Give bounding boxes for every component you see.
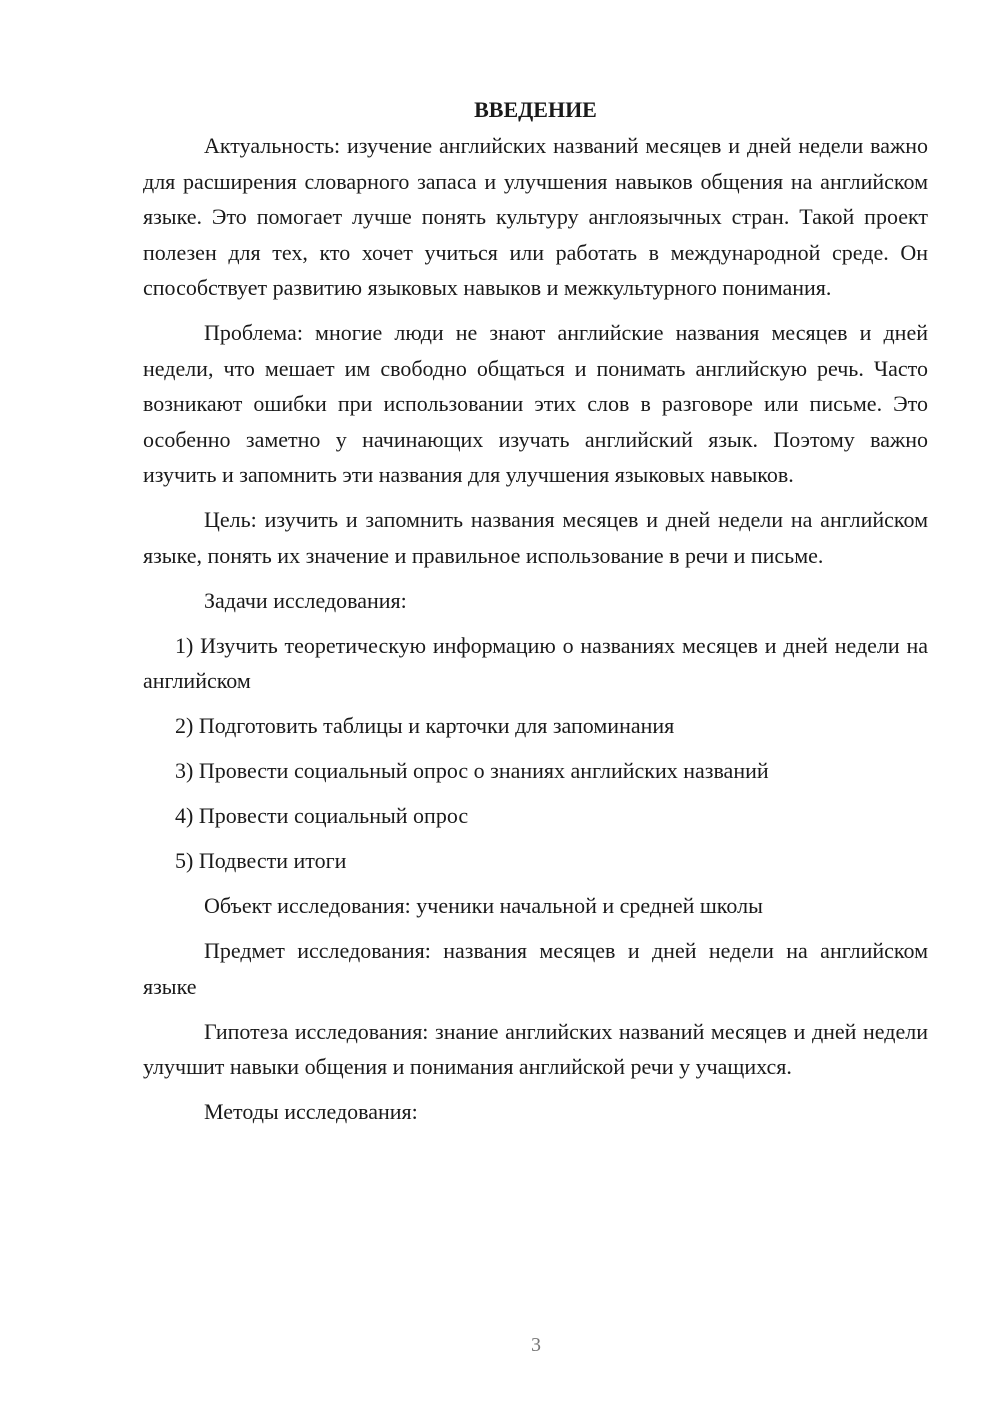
tasks-list <box>143 628 928 879</box>
section-heading: ВВЕДЕНИЕ <box>474 97 597 122</box>
page-number: 3 <box>531 1334 541 1356</box>
task-item-4: 4) Провести социальный опрос <box>175 803 469 828</box>
task-item-3: 3) Провести социальный опрос о знаниях английских названий <box>175 758 769 783</box>
goal-paragraph: Цель: изучить и запомнить названия месяцев и дней недели на английском языке, понять их значение и правильное использование в речи и письме. <box>143 507 928 568</box>
document-body <box>143 92 928 1139</box>
task-item-5: 5) Подвести итоги <box>175 848 347 873</box>
task-item-1: 1) Изучить теоретическую информацию о названиях месяцев и дней недели на английском <box>143 632 928 693</box>
tasks-title: Задачи исследования: <box>204 587 407 613</box>
problem-paragraph: Проблема: многие люди не знают английские названия месяцев и дней недели, что мешает им свободно общаться и понимать английскую речь. Часто возникают ошибки при использовании этих слов в разговоре или письме. Это особенно заметно у начинающих изучать английский язык. Поэтому важно изучить и запомнить эти названия для улучшения языковых навыков. <box>143 320 928 487</box>
methods-title: Методы исследования: <box>204 1099 418 1124</box>
subject-paragraph: Предмет исследования: названия месяцев и дней недели на английском языке <box>143 938 928 999</box>
object-paragraph: Объект исследования: ученики начальной и средней школы <box>204 893 763 918</box>
task-item-2: 2) Подготовить таблицы и карточки для запоминания <box>175 713 675 738</box>
hypothesis-paragraph: Гипотеза исследования: знание английских названий месяцев и дней недели улучшит навыки общения и понимания английской речи у учащихся. <box>143 1018 928 1079</box>
relevance-paragraph: Актуальность: изучение английских названий месяцев и дней недели важно для расширения словарного запаса и улучшения навыков общения на английском языке. Это помогает лучше понять культуру англоязычных стран. Такой проект полезен для тех, кто хочет учиться или работать в международной среде. Он способствует развитию языковых навыков и межкультурного понимания. <box>143 133 928 300</box>
